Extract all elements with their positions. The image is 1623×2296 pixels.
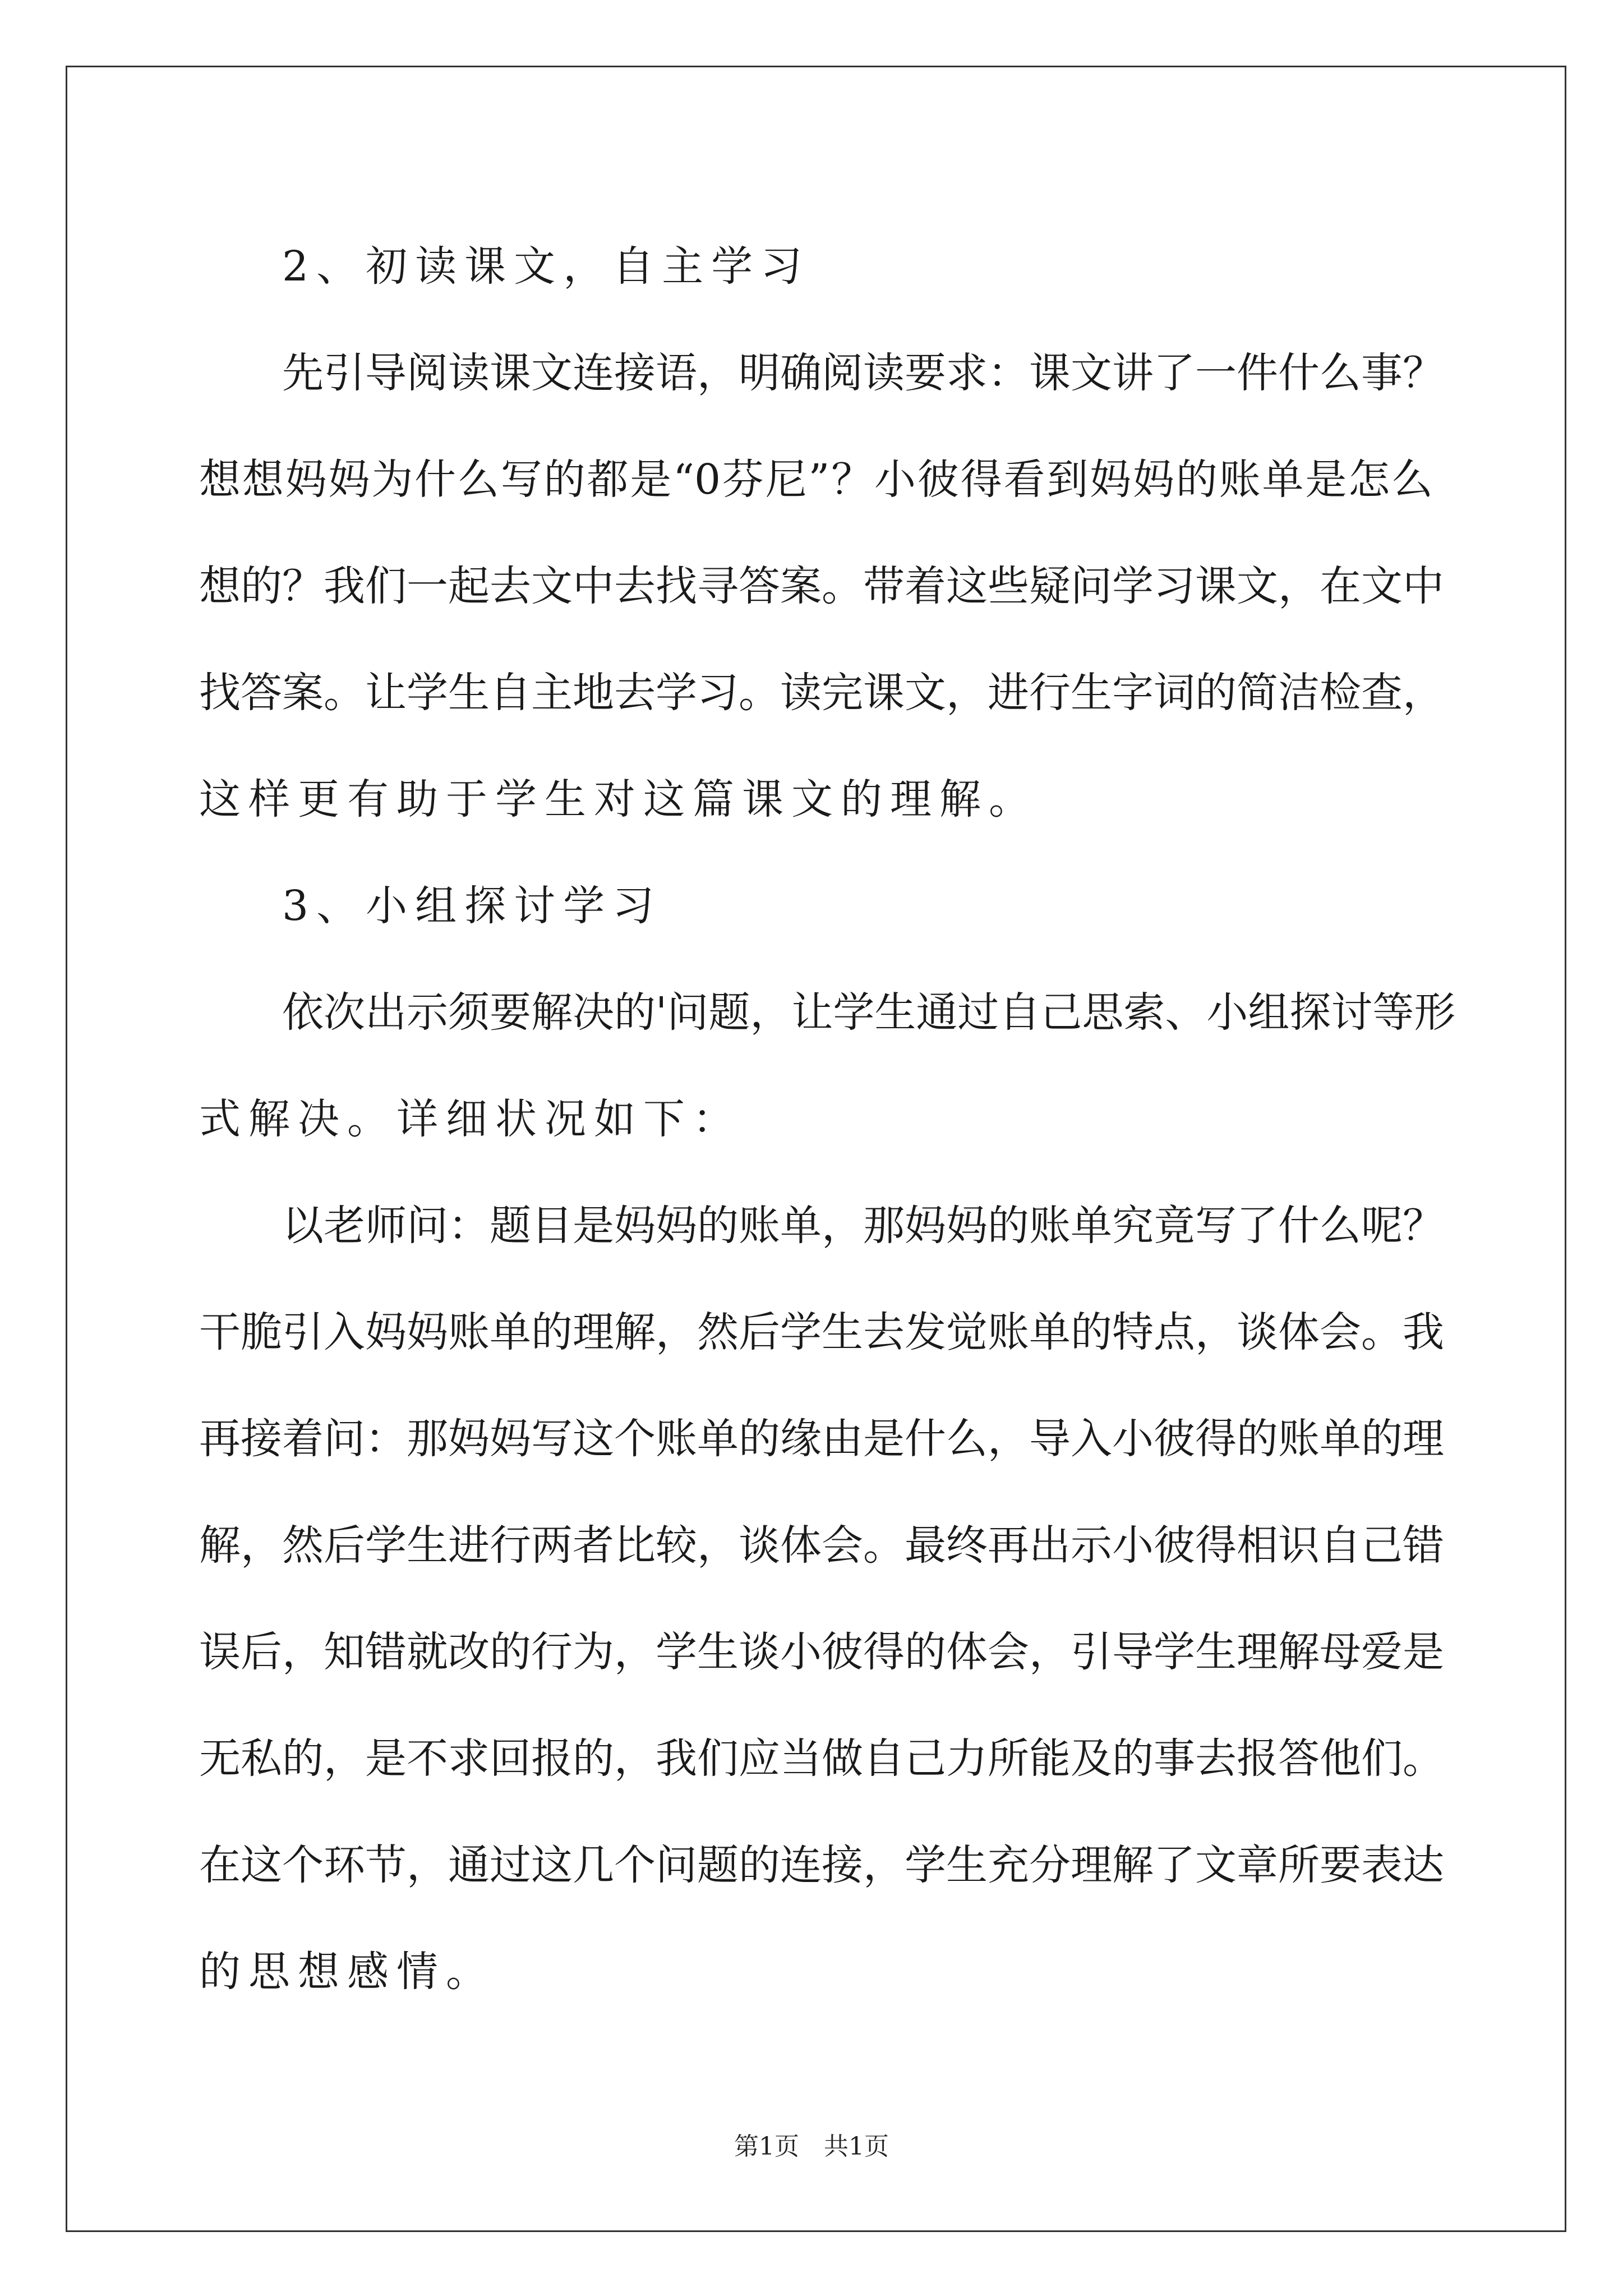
- text-line: 先引导阅读课文连接语，明确阅读要求：课文讲了一件什么事？: [282, 349, 1444, 397]
- page-footer: 第1页 共1页: [734, 2132, 889, 2161]
- text-line: 依次出示须要解决的'问题，让学生通过自己思索、小组探讨等形: [282, 988, 1456, 1037]
- text-line: 2、初读课文，自主学习: [282, 242, 810, 291]
- text-line: 这样更有助于学生对这篇课文的理解。: [199, 775, 1038, 823]
- text-line: 在这个环节，通过这几个问题的连接，学生充分理解了文章所要表达: [199, 1841, 1444, 1889]
- text-line: 式解决。详细状况如下：: [199, 1095, 742, 1143]
- text-line: 想的？我们一起去文中去找寻答案。带着这些疑问学习课文，在文中: [199, 562, 1444, 610]
- text-line: 3、小组探讨学习: [282, 882, 662, 930]
- text-line: 解，然后学生进行两者比较，谈体会。最终再出示小彼得相识自己错: [199, 1521, 1444, 1570]
- text-line: 无私的，是不求回报的，我们应当做自己力所能及的事去报答他们。: [199, 1734, 1444, 1783]
- text-line: 干脆引入妈妈账单的理解，然后学生去发觉账单的特点，谈体会。我: [199, 1308, 1444, 1356]
- text-line: 以老师问：题目是妈妈的账单，那妈妈的账单究竟写了什么呢？: [282, 1202, 1444, 1250]
- text-line: 误后，知错就改的行为，学生谈小彼得的体会，引导学生理解母爱是: [199, 1628, 1444, 1676]
- text-line: 想想妈妈为什么写的都是“0芬尼”？小彼得看到妈妈的账单是怎么: [199, 455, 1433, 504]
- text-line: 的思想感情。: [199, 1948, 495, 1996]
- text-line: 再接着问：那妈妈写这个账单的缘由是什么，导入小彼得的账单的理: [199, 1415, 1444, 1463]
- document-body: [199, 213, 1456, 2025]
- text-line: 找答案。让学生自主地去学习。读完课文，进行生字词的简洁检查，: [199, 669, 1444, 717]
